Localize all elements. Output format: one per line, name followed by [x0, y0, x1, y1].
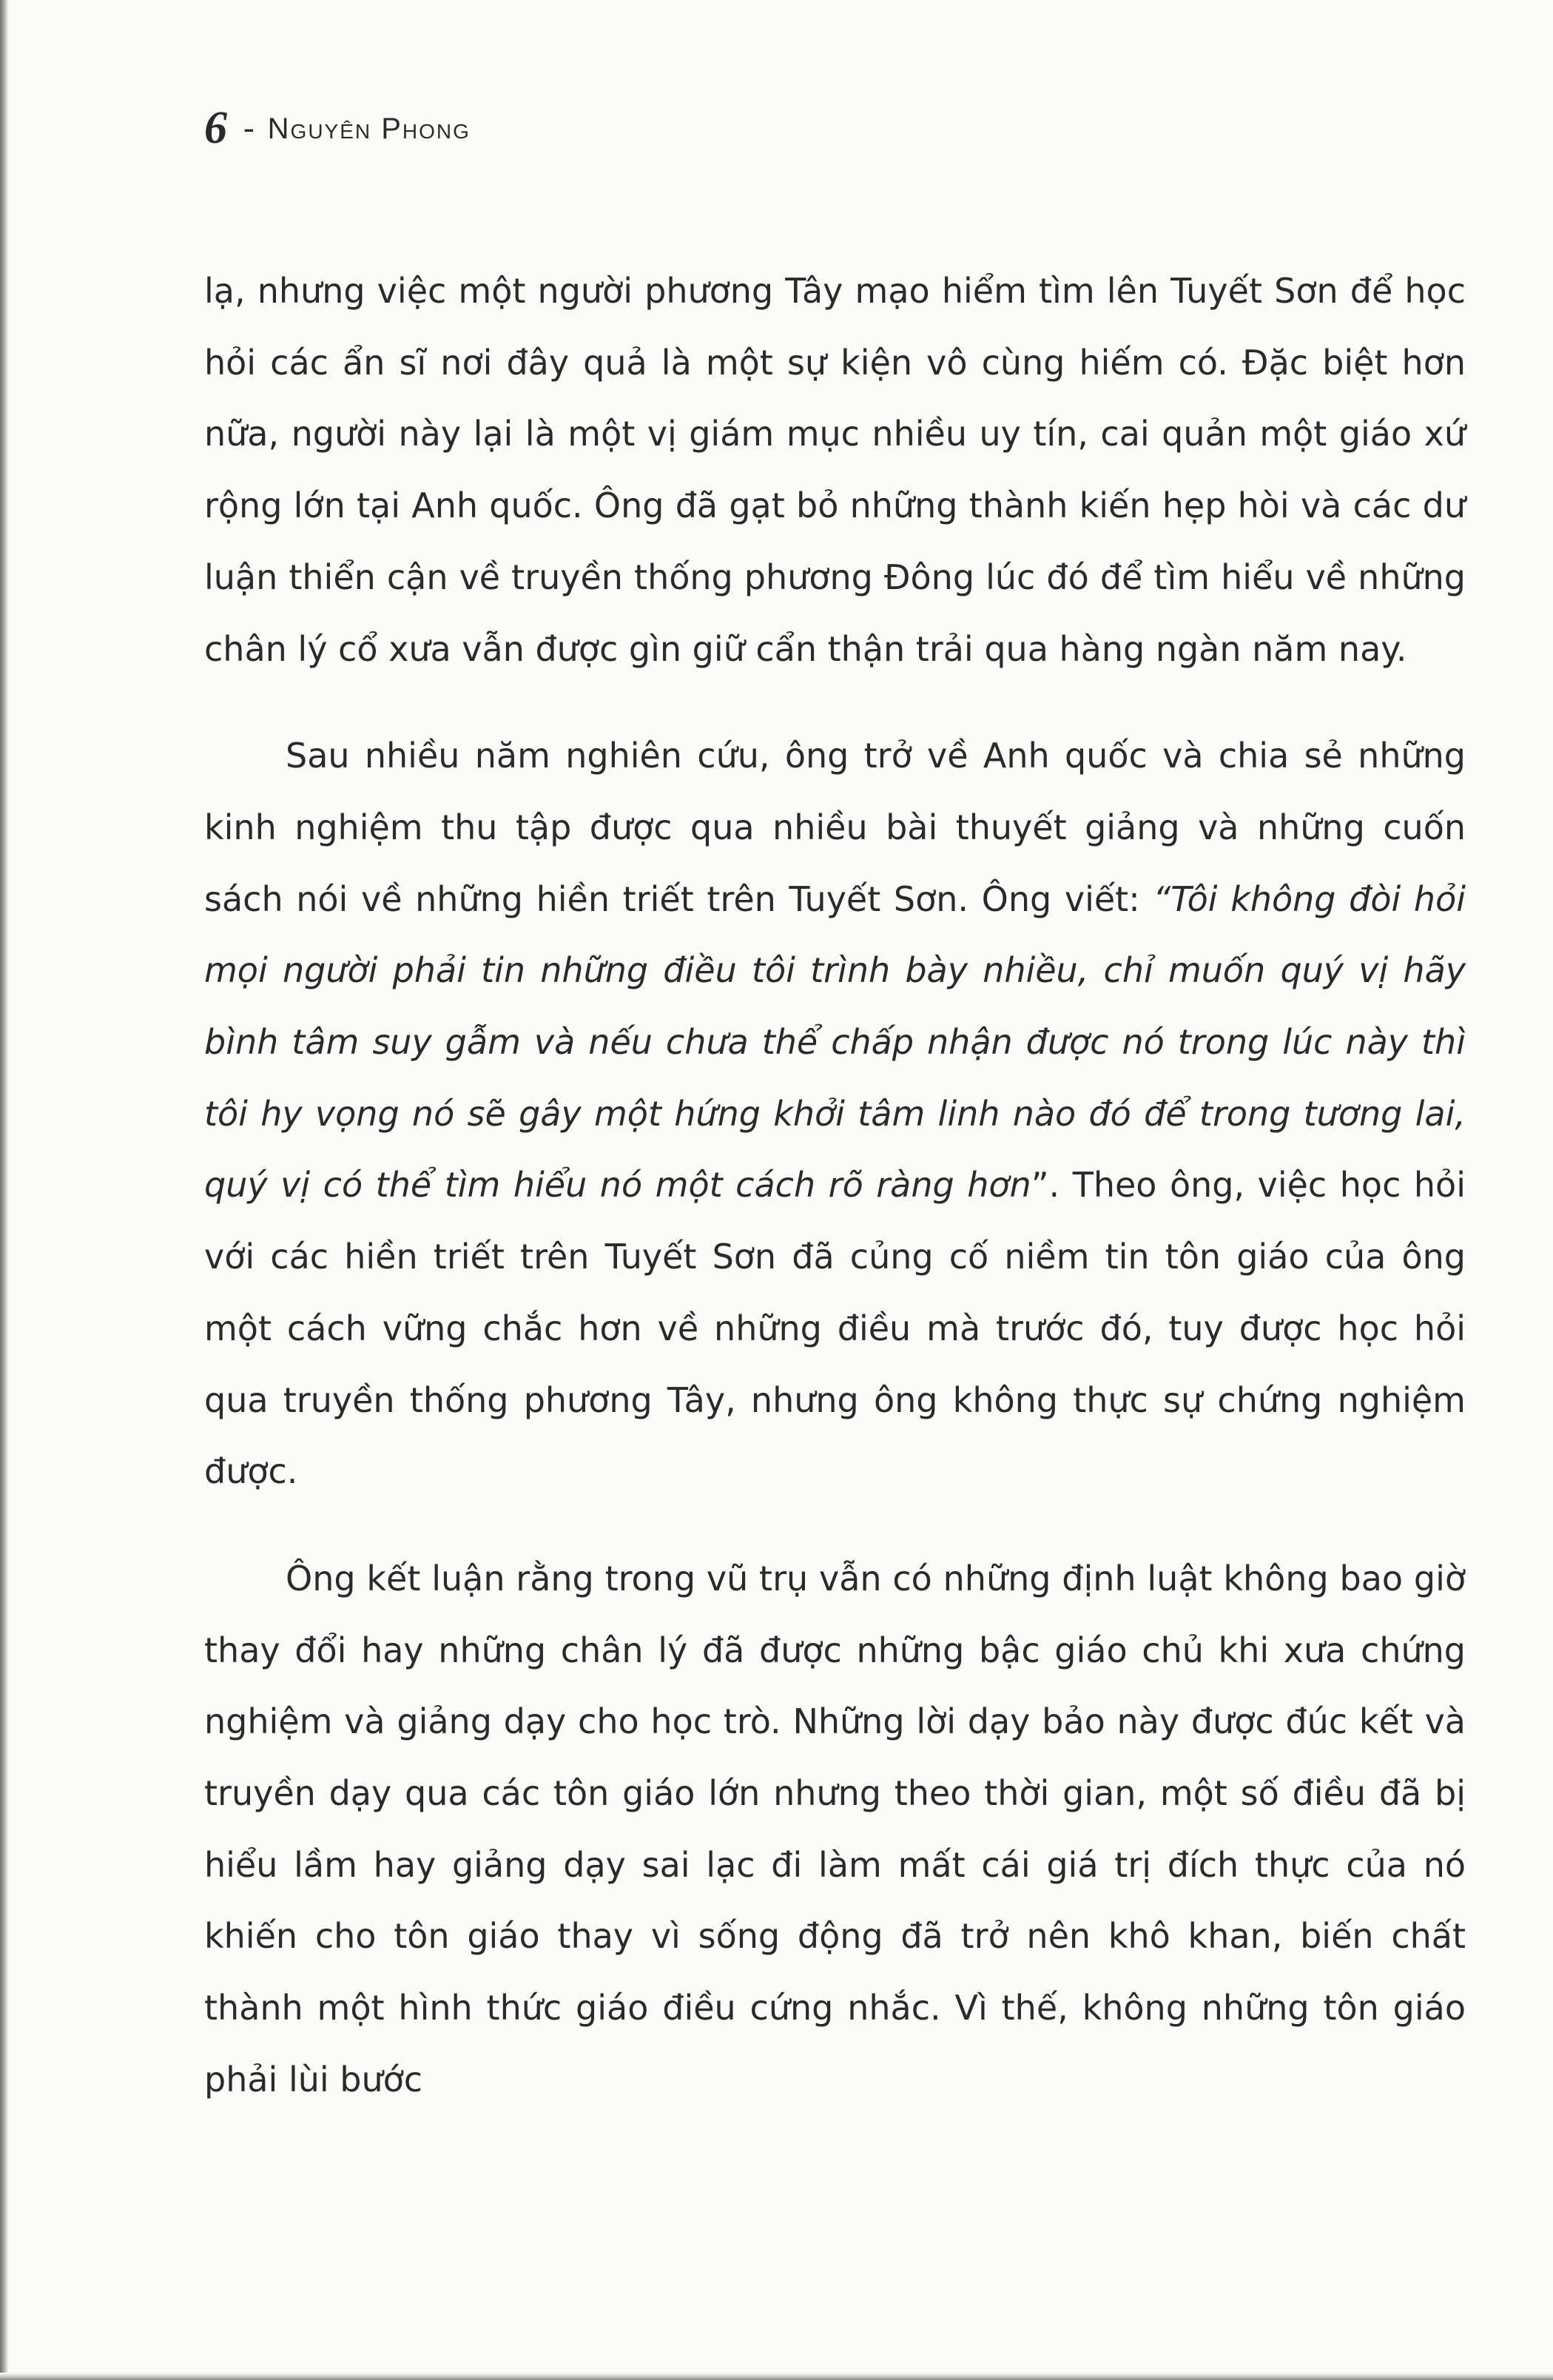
page-bottom-shadow: [0, 2373, 1553, 2380]
page-left-shadow: [0, 0, 9, 2380]
paragraph-2-continuation: ”. Theo ông, việc học hỏi với các hiền triết trên Tuyết Sơn đã củng cố niềm tin tôn giáo của ông một cách vững chắc hơn về những điều mà trước đó, tuy được học hỏi qua truyền thống phương Tây, nhưng ông không thực sự chứng nghiệm được.: [204, 1165, 1466, 1492]
running-header: [204, 105, 471, 151]
author-name: Nguyên Phong: [267, 112, 471, 145]
paragraph-2-quote: “Tôi không đòi hỏi mọi người phải tin những điều tôi trình bày nhiều, chỉ muốn quý vị hãy bình tâm suy gẫm và nếu chưa thể chấp nhận được nó trong lúc này thì tôi hy vọng nó sẽ gây một hứng khởi tâm linh nào đó để trong tương lai, quý vị có thể tìm hiểu nó một cách rõ ràng hơn: [204, 878, 1466, 1206]
body-text: [204, 255, 1466, 2116]
paragraph-1: lạ, nhưng việc một người phương Tây mạo hiểm tìm lên Tuyết Sơn để học hỏi các ẩn sĩ nơi đây quả là một sự kiện vô cùng hiếm có. Đặc biệt hơn nữa, người này lại là một vị giám mục nhiều uy tín, cai quản một giáo xứ rộng lớn tại Anh quốc. Ông đã gạt bỏ những thành kiến hẹp hòi và các dư luận thiển cận về truyền thống phương Đông lúc đó để tìm hiểu về những chân lý cổ xưa vẫn được gìn giữ cẩn thận trải qua hàng ngàn năm nay.: [204, 271, 1466, 669]
header-separator: -: [243, 110, 255, 146]
paragraph-2: [204, 720, 1466, 1507]
paragraph-2-intro: Sau nhiều năm nghiên cứu, ông trở về Anh quốc và chia sẻ những kinh nghiệm thu tập được qua nhiều bài thuyết giảng và những cuốn sách nói về những hiền triết trên Tuyết Sơn. Ông viết:: [204, 736, 1466, 919]
page-number: 6: [204, 103, 227, 153]
paragraph-3: Ông kết luận rằng trong vũ trụ vẫn có những định luật không bao giờ thay đổi hay những chân lý đã được những bậc giáo chủ khi xưa chứng nghiệm và giảng dạy cho học trò. Những lời dạy bảo này được đúc kết và truyền dạy qua các tôn giáo lớn nhưng theo thời gian, một số điều đã bị hiểu lầm hay giảng dạy sai lạc đi làm mất cái giá trị đích thực của nó khiến cho tôn giáo thay vì sống động đã trở nên khô khan, biến chất thành một hình thức giáo điều cứng nhắc. Vì thế, không những tôn giáo phải lùi bước: [204, 1558, 1466, 2100]
